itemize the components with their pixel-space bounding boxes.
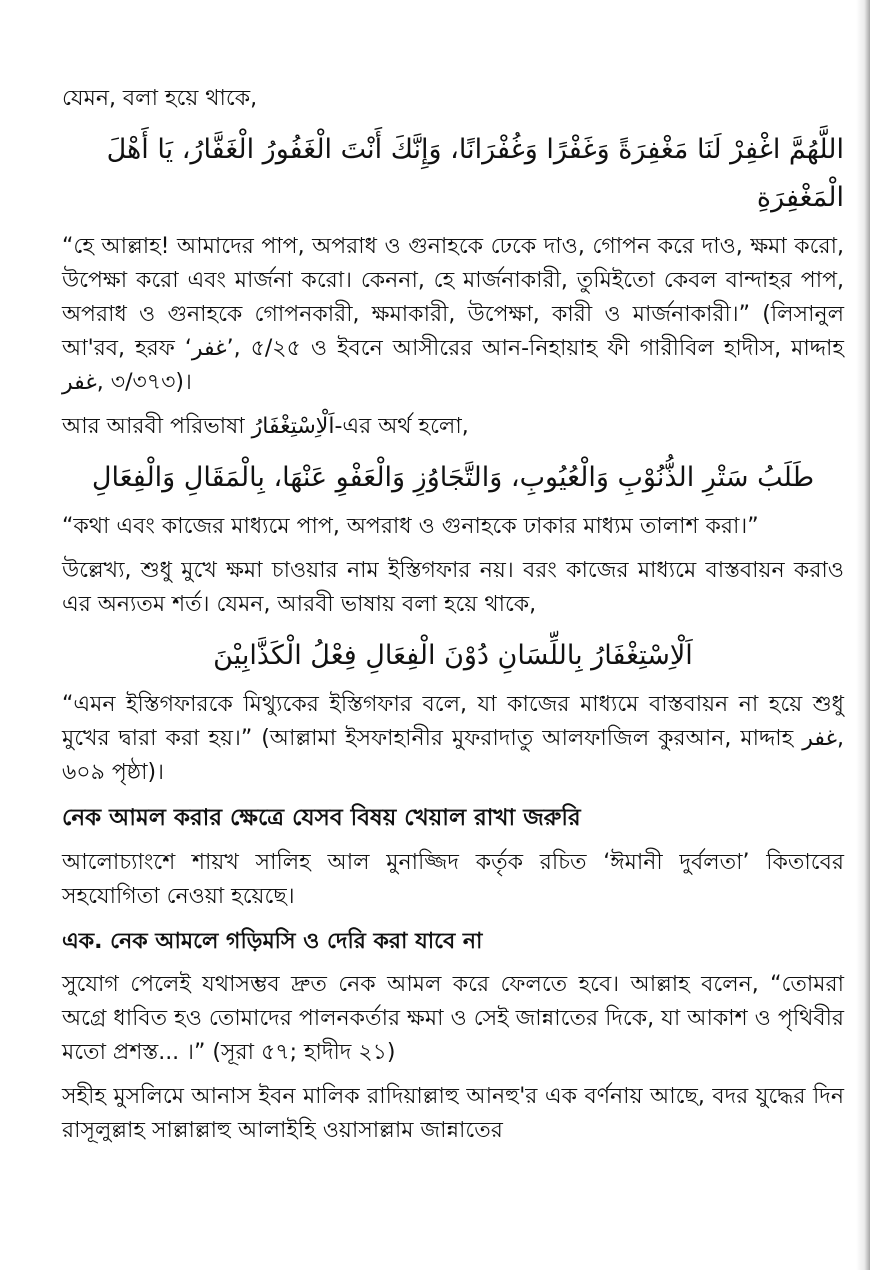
section-heading: নেক আমল করার ক্ষেত্রে যেসব বিষয় খেয়াল রাখা জরুরি [62, 805, 581, 831]
note-paragraph: উল্লেখ্য, শুধু মুখে ক্ষমা চাওয়ার নাম ইস্তিগফার নয়। বরং কাজের মাধ্যমে বাস্তবায়ন করাও এর অন্যতম শর্ত। যেমন, আরবী ভাষায় বলা হয়ে থাকে, [62, 558, 844, 617]
arabic-dua: اللَّهُمَّ اغْفِرْ لَنَا مَغْفِرَةً وَغَفْرًا وَغُفْرَانًا، وَإِنَّكَ أَنْتَ الْغَفُورُ الْغَفَّارُ، يَا أَهْلَ الْمَغْفِرَةِ [106, 134, 844, 213]
point-one-heading: এক. নেক আমলে গড়িমসি ও দেরি করা যাবে না [62, 929, 483, 954]
translation-paragraph-2: “কথা এবং কাজের মাধ্যমে পাপ, অপরাধ ও গুনাহকে ঢাকার মাধ্যম তালাশ করা।” [62, 514, 759, 539]
translation-paragraph-3: “এমন ইস্তিগফারকে মিথ্যুকের ইস্তিগফার বলে, যা কাজের মাধ্যমে বাস্তবায়ন না হয়ে শুধু মুখের দ্বারা করা হয়।” (আল্লামা ইসফাহানীর মুফরাদাতু আলফাজিল কুরআন, মাদ্দাহ غفر, ৬০৯ পৃষ্ঠা)। [62, 692, 844, 785]
arabic-definition: طَلَبُ سَتْرِ الذُّنُوْبِ وَالْعُيُوبِ، وَالتَّجَاوُزِ وَالْعَفْوِ عَنْهَا، بِالْمَقَالِ وَالْفِعَالِ [91, 462, 815, 493]
hadith-paragraph: সহীহ মুসলিমে আনাস ইবন মালিক রাদিয়াল্লাহু আনহু'র এক বর্ণনায় আছে, বদর যুদ্ধের দিন রাসূলুল্লাহ সাল্লাল্লাহু আলাইহি ওয়াসাল্লাম জান্নাতের [62, 1084, 844, 1143]
arabic-saying: اَلْاِسْتِغْفَارُ بِاللِّسَانِ دُوْنَ الْفِعَالِ فِعْلُ الْكَذَّابِيْنَ [213, 640, 693, 671]
source-note: আলোচ্যাংশে শায়খ সালিহ আল মুনাজ্জিদ কর্তৃক রচিত ‘ঈমানী দুর্বলতা’ কিতাবের সহযোগিতা নেওয়া হয়েছে। [62, 850, 844, 909]
definition-intro: আর আরবী পরিভাষা اَلْاِسْتِغْفَارُ-এর অর্থ হলো, [62, 414, 469, 439]
point-one-text: সুযোগ পেলেই যথাসম্ভব দ্রুত নেক আমল করে ফেলতে হবে। আল্লাহ বলেন, “তোমরা অগ্রে ধাবিত হও তোমাদের পালনকর্তার ক্ষমা ও সেই জান্নাতের দিকে, যা আকাশ ও পৃথিবীর মতো প্রশস্ত... ।” (সূরা ৫৭; হাদীদ ২১) [62, 972, 844, 1065]
translation-paragraph-1: “হে আল্লাহ! আমাদের পাপ, অপরাধ ও গুনাহকে ঢেকে দাও, গোপন করে দাও, ক্ষমা করো, উপেক্ষা করো এবং মার্জনা করো। কেননা, হে মার্জনাকারী, তুমিইতো কেবল বান্দাহর পাপ, অপরাধ ও গুনাহকে গোপনকারী, ক্ষমাকারী, উপেক্ষা, কারী ও মার্জনাকারী।” (লিসানুল আ'রব, হরফ ‘غفر’, ৫/২৫ ও ইবনে আসীরের আন-নিহায়াহ ফী গারীবিল হাদীস, মাদ্দাহ غفر, ৩/৩৭৩)। [62, 234, 844, 395]
page-body [62, 82, 844, 1158]
intro-text: যেমন, বলা হয়ে থাকে, [62, 86, 258, 111]
page-edge-shadow [856, 0, 870, 1270]
